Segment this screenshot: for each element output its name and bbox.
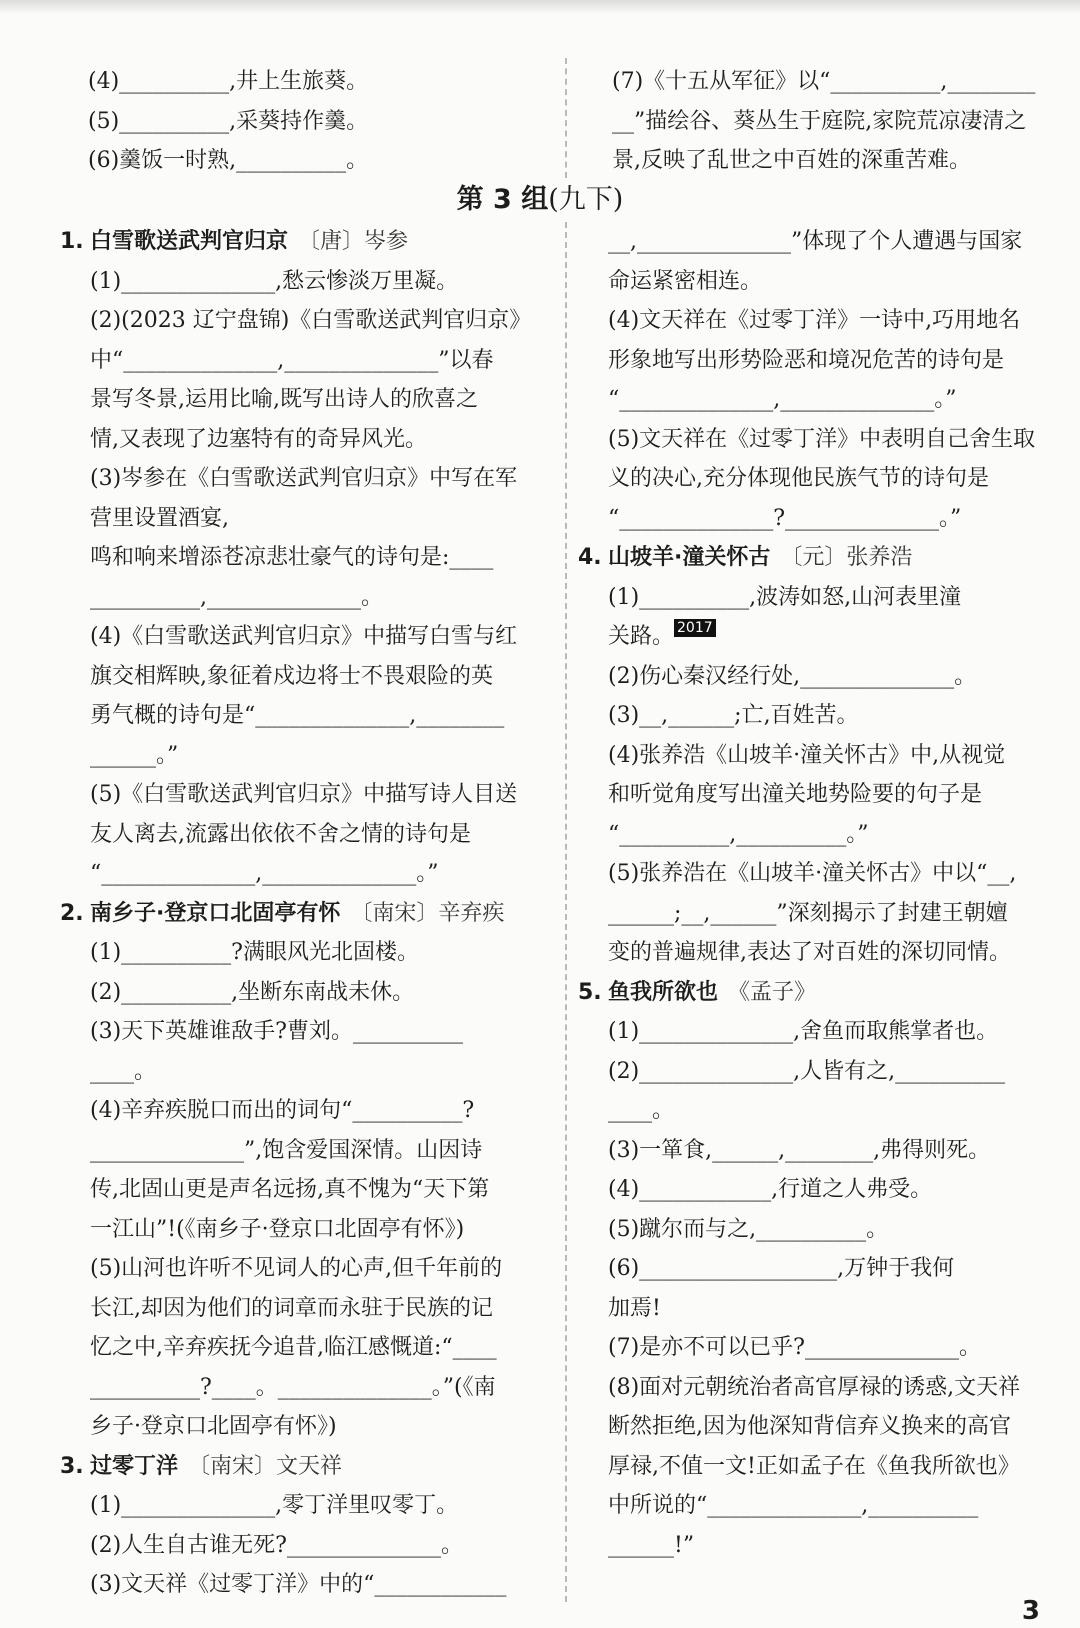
section-title: 过零丁洋 — [90, 1453, 179, 1479]
line: “______________,______________。” — [90, 861, 439, 886]
line: 乡子·登京口北固亭有怀》) — [90, 1414, 337, 1439]
line: (1)__________,波涛如怒,山河表里潼 — [608, 584, 962, 610]
line-text: 关路。 — [608, 624, 675, 649]
line: 命运紧密相连。 — [608, 268, 763, 294]
line: (3)天下英雄谁敌手?曹刘。__________ — [90, 1019, 463, 1044]
line: 一江山”!(《南乡子·登京口北固亭有怀》) — [90, 1216, 465, 1242]
line: (5)__________,采葵持作羹。 — [88, 108, 369, 134]
line: (7)是亦不可以已乎?______________。 — [608, 1335, 981, 1360]
line: (2)人生自古谁无死?______________。 — [90, 1532, 463, 1558]
section-author: 〔元〕张养浩 — [780, 545, 913, 570]
line: 中“______________,______________”以春 — [90, 347, 494, 373]
column-divider-top — [565, 58, 567, 178]
section-number: 1. — [60, 229, 84, 254]
line: (5)张养浩在《山坡羊·潼关怀古》中以“__, — [608, 861, 1017, 886]
line: __________?____。______________。”(《南 — [90, 1374, 496, 1400]
line: (3)岑参在《白雪歌送武判官归京》中写在军 — [90, 466, 518, 491]
group-subtitle: (九下) — [548, 184, 624, 215]
line: __,______________”体现了个人遭遇与国家 — [608, 229, 1023, 254]
line: 义的决心,充分体现他民族气节的诗句是 — [608, 466, 989, 491]
line: (6)羹饭一时熟,__________。 — [88, 148, 369, 173]
line: (4)张养浩《山坡羊·潼关怀古》中,从视觉 — [608, 742, 1006, 768]
line: (4)____________,行道之人弗受。 — [608, 1177, 933, 1202]
top-left-column — [88, 62, 548, 181]
line: (6)__________________,万钟于我何 — [608, 1256, 955, 1281]
page-number: 3 — [1021, 1596, 1040, 1626]
section-number: 2. — [60, 900, 84, 926]
group-title-text: 第 3 组 — [456, 184, 549, 215]
line: “__________,__________。” — [608, 821, 869, 847]
section-title: 鱼我所欲也 — [608, 979, 719, 1005]
section-title: 山坡羊·潼关怀古 — [608, 545, 771, 570]
section-heading-5 — [578, 973, 1066, 1013]
page-top-shadow — [0, 0, 1080, 14]
line: (3)文天祥《过零丁洋》中的“____________ — [90, 1572, 507, 1597]
line: (1)______________,愁云惨淡万里凝。 — [90, 268, 459, 294]
line: (3)__,______;亡,百姓苦。 — [608, 703, 859, 728]
section-heading-4 — [578, 538, 1066, 578]
line: 加焉! — [608, 1295, 661, 1321]
line: __________,______________。 — [90, 584, 383, 610]
right-column — [578, 222, 1066, 1565]
line: (1)__________?满眼风光北固楼。 — [90, 940, 419, 965]
line: (4)辛弃疾脱口而出的词句“__________? — [90, 1098, 475, 1123]
section-title: 白雪歌送武判官归京 — [90, 229, 289, 254]
group-title — [0, 180, 1080, 220]
line: 厚禄,不值一文!正如孟子在《鱼我所欲也》 — [608, 1453, 1020, 1479]
line: 友人离去,流露出依依不舍之情的诗句是 — [90, 821, 471, 847]
line: (2)______________,人皆有之,__________ — [608, 1058, 1006, 1084]
line: 忆之中,辛弃疾抚今追昔,临江感慨道:“____ — [90, 1335, 497, 1360]
line: (1)______________,舍鱼而取熊掌者也。 — [608, 1019, 999, 1044]
line: 长江,却因为他们的词章而永驻于民族的记 — [90, 1295, 493, 1321]
line: ______________”,饱含爱国深情。山因诗 — [90, 1137, 483, 1163]
left-column — [60, 222, 552, 1605]
section-heading-2 — [60, 894, 552, 934]
line: 传,北固山更是声名远扬,真不愧为“天下第 — [90, 1177, 490, 1202]
line: ______。” — [90, 742, 179, 768]
line: __”描绘谷、葵丛生于庭院,家院荒凉凄清之 — [612, 108, 1027, 134]
line: 旗交相辉映,象征着戍边将士不畏艰险的英 — [90, 663, 493, 689]
line: “______________?______________。” — [608, 505, 962, 531]
section-number: 5. — [578, 979, 602, 1005]
section-author: 〔唐〕岑参 — [298, 229, 409, 254]
line: (7)《十五从军征》以“__________,________ — [612, 69, 1036, 94]
line: (4)文天祥在《过零丁洋》一诗中,巧用地名 — [608, 308, 1021, 333]
line: (1)______________,零丁洋里叹零丁。 — [90, 1493, 459, 1518]
line: 景,反映了乱世之中百姓的深重苦难。 — [612, 148, 971, 173]
line-with-badge — [608, 617, 1066, 657]
line: 情,又表现了边塞特有的奇异风光。 — [90, 426, 427, 452]
line: ____。 — [608, 1098, 675, 1123]
line: “______________,______________。” — [608, 387, 957, 412]
line: 变的普遍规律,表达了对百姓的深切同情。 — [608, 940, 1011, 965]
section-title: 南乡子·登京口北固亭有怀 — [90, 900, 341, 926]
section-author: 〔南宋〕辛弃疾 — [350, 900, 505, 926]
top-right-column — [612, 62, 1062, 181]
section-number: 4. — [578, 545, 602, 570]
section-author: 《孟子》 — [728, 979, 817, 1005]
section-heading-1 — [60, 222, 552, 262]
line: (4)《白雪歌送武判官归京》中描写白雪与红 — [90, 624, 518, 649]
line: 勇气概的诗句是“______________,________ — [90, 703, 505, 728]
line: (4)__________,井上生旅葵。 — [88, 69, 369, 94]
year-badge: 2017 — [674, 619, 716, 637]
line: 形象地写出形势险恶和境况危苦的诗句是 — [608, 347, 1005, 373]
line: (2)__________,坐断东南战未休。 — [90, 979, 415, 1005]
line: ______!” — [608, 1532, 695, 1558]
section-author: 〔南宋〕文天祥 — [188, 1453, 343, 1479]
line: (5)《白雪歌送武判官归京》中描写诗人目送 — [90, 782, 518, 807]
line: (2)伤心秦汉经行处,______________。 — [608, 663, 977, 689]
line: 和听觉角度写出潼关地势险要的句子是 — [608, 782, 983, 807]
line: (8)面对元朝统治者高官厚禄的诱惑,文天祥 — [608, 1374, 1021, 1400]
line: 断然拒绝,因为他深知背信弃义换来的高官 — [608, 1414, 1011, 1439]
line: (5)山河也许听不见词人的心声,但千年前的 — [90, 1256, 503, 1281]
section-number: 3. — [60, 1453, 84, 1479]
line: (5)文天祥在《过零丁洋》中表明自己舍生取 — [608, 426, 1036, 452]
section-heading-3 — [60, 1447, 552, 1487]
line: (2)(2023 辽宁盘锦)《白雪歌送武判官归京》 — [90, 308, 532, 333]
line: 鸣和响来增添苍凉悲壮豪气的诗句是:____ — [90, 545, 494, 570]
line: 中所说的“______________,__________ — [608, 1493, 979, 1518]
line: (3)一箪食,______,________,弗得则死。 — [608, 1137, 991, 1163]
column-divider — [565, 222, 567, 1602]
line: 营里设置酒宴, — [90, 505, 229, 531]
line: ______;__,______”深刻揭示了封建王朝嬗 — [608, 900, 1008, 926]
line: ____。 — [90, 1058, 157, 1084]
line: 景写冬景,运用比喻,既写出诗人的欣喜之 — [90, 387, 478, 412]
line: (5)蹴尔而与之,__________。 — [608, 1216, 889, 1242]
